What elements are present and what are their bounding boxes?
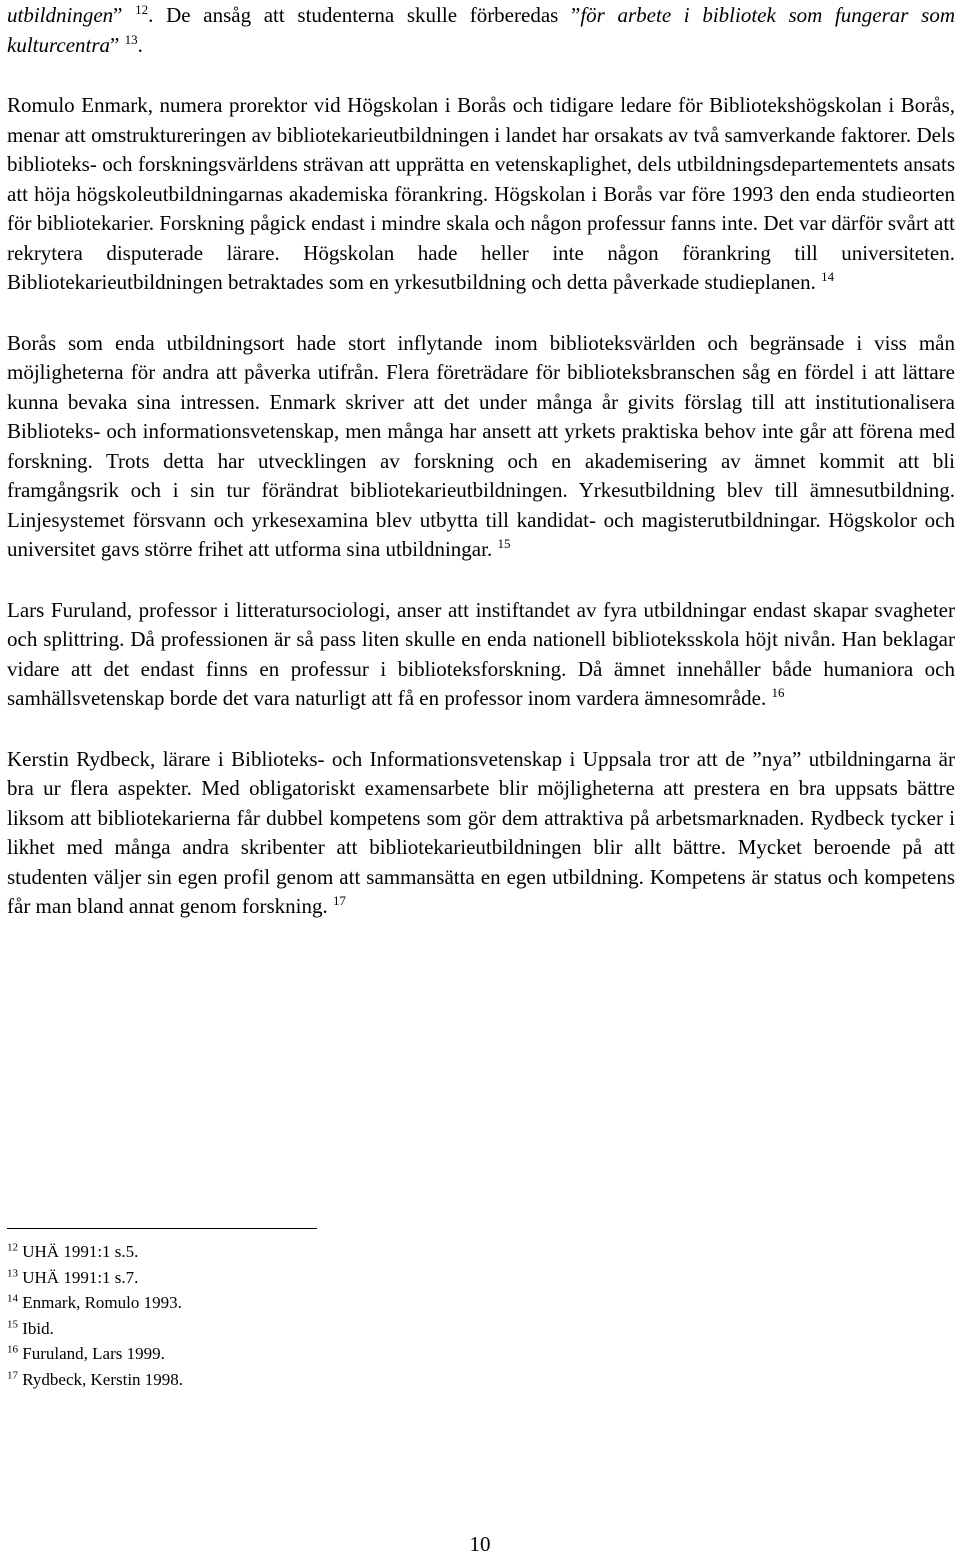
footnote: [7, 1341, 607, 1367]
footnote-text: UHÄ 1991:1 s.7.: [22, 1267, 139, 1287]
paragraph-furuland: [7, 596, 955, 714]
paragraph-enmark: [7, 91, 955, 298]
footnote-text: Enmark, Romulo 1993.: [22, 1293, 182, 1312]
footnote-number: 16: [7, 1343, 18, 1356]
footnote: [7, 1367, 607, 1393]
paragraph-intro: [7, 1, 955, 60]
footnote-text: Ibid.: [22, 1318, 54, 1338]
footnote-ref[interactable]: 15: [497, 536, 511, 551]
footnotes: [7, 1239, 607, 1392]
footnote-number: 13: [7, 1266, 18, 1279]
footnote: [7, 1290, 607, 1316]
paragraph-boras: [7, 329, 955, 565]
page-number: 10: [469, 1532, 491, 1556]
footnote-number: 15: [7, 1317, 18, 1330]
footnote: [7, 1265, 607, 1291]
footnote-number: 17: [7, 1368, 18, 1381]
footnote-text: Rydbeck, Kerstin 1998.: [22, 1369, 184, 1389]
footnote-ref[interactable]: 14: [821, 269, 835, 284]
quote-mark: ”: [570, 3, 581, 27]
paragraph-text: .: [137, 32, 143, 57]
footnote-ref[interactable]: 12: [135, 2, 149, 17]
paragraph-text: Lars Furuland, professor i litteratursociologi, anser att instiftandet av fyra utbildningar endast skapar svagheter och splittring. Då professionen är så pass liten skulle en enda nationell biblioteksskola höjt nivån. Han beklagar vidare att det endast finns en professur i biblioteksforskning. Då ämnet innehåller både humaniora och samhällsvetenskap borde det vara naturligt att få en professor inom vardera ämnesområde.: [7, 597, 955, 710]
italic-text: för arbete i bibliotek som fungerar som kulturcentra: [7, 3, 955, 57]
paragraph-text: Borås som enda utbildningsort hade stort inflytande inom biblioteksvärlden och begränsade i viss mån möjligheterna för andra att påverka utifrån. Flera företrädare för biblioteksbranschen såg en fördel i att lättare kunna bevaka sina intressen. Enmark skriver att det under många år givits förslag till att institutionalisera Biblioteks- och informationsvetenskap, men många har ansett att yrkets praktiska behov inte går att förena med forskning. Trots detta har utvecklingen av forskning och en akademisering av ämnet kommit att bli framgångsrik och i sin tur förändrat bibliotekarieutbildningen. Yrkesutbildning blev till ämnesutbildning. Linjesystemet försvann och yrkesexamina blev utbytta till kandidat- och magisterutbildningar. Högskolor och universitet gavs större frihet att utforma sina utbildningar.: [7, 330, 955, 561]
paragraph-text: . De ansåg att studenterna skulle förberedas: [148, 3, 571, 27]
italic-text: utbildningen: [7, 3, 114, 27]
footnote-ref[interactable]: 17: [333, 893, 346, 908]
footnote-text: UHÄ 1991:1 s.5.: [22, 1242, 139, 1261]
document-body: [7, 0, 955, 922]
footnote-separator: [7, 1228, 317, 1229]
quote-mark: ”: [110, 32, 120, 57]
footnote-text: Furuland, Lars 1999.: [22, 1344, 165, 1363]
paragraph-rydbeck: [7, 745, 955, 922]
paragraph-text: Romulo Enmark, numera prorektor vid Högskolan i Borås och tidigare ledare för Bibliotekshögskolan i Borås, menar att omstruktureringen av bibliotekarieutbildningen i landet har orsakats av två samverkande faktorer. Dels biblioteks- och forskningsvärldens strävan att upprätta en vetenskaplighet, dels utbildningsdepartementets ansats att höja högskoleutbildningarnas akademiska förankring. Högskolan i Borås var före 1993 den enda studieorten för bibliotekarier. Forskning pågick endast i mindre skala och någon professur fanns inte. Det var därför svårt att rekrytera disputerade lärare. Högskolan hade heller inte någon förankring till universiteten. Bibliotekarieutbildningen betraktades som en yrkesutbildning och detta påverkade studieplanen.: [7, 93, 955, 294]
footnote: [7, 1316, 607, 1342]
footnote-ref[interactable]: 13: [124, 31, 138, 47]
paragraph-text: Kerstin Rydbeck, lärare i Biblioteks- och Informationsvetenskap i Uppsala tror att de ”nya” utbildningarna är bra ur flera aspekter. Med obligatoriskt examensarbete blir möjligheterna att prestera en bra uppsats bättre liksom att bibliotekarierna får dubbel kompetens som gör dem attraktiva på arbetsmarknaden. Rydbeck tycker i likhet med många andra skribenter att bibliotekarieutbildningen blir allt bättre. Mycket beroende på att studenten väljer sin egen profil genom att sammansätta en egen utbildning. Kompetens är status och kompetens får man bland annat genom forskning.: [7, 746, 955, 918]
footnote-ref[interactable]: 16: [771, 685, 785, 700]
footnote-number: 12: [7, 1241, 18, 1254]
footnote: [7, 1239, 607, 1265]
quote-mark: ”: [113, 3, 123, 27]
footnote-number: 14: [7, 1292, 18, 1305]
